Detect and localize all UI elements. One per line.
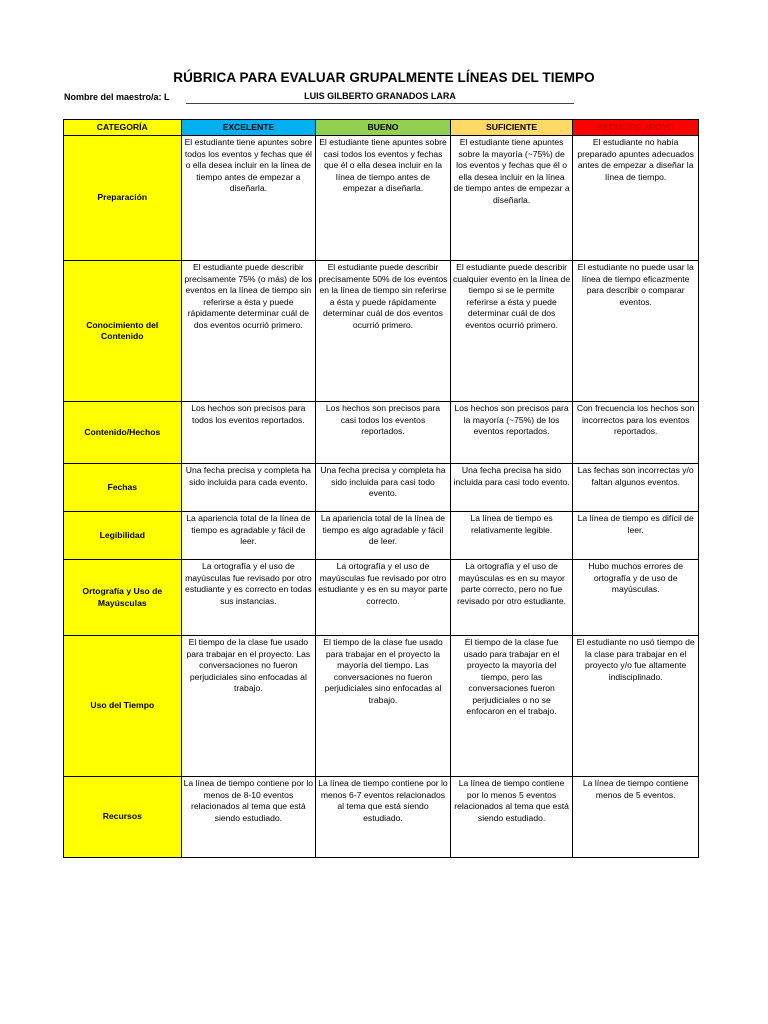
table-row — [64, 261, 699, 402]
excelente-cell: El estudiante puede describir precisamente 75% (o más) de los eventos en la línea de tiempo sin referirse a ésta y puede rápidamente determinar cuál de dos eventos ocurrió primero. — [181, 261, 316, 402]
category-cell: Recursos — [64, 777, 182, 858]
requiere-cell: La línea de tiempo contiene menos de 5 eventos. — [573, 777, 699, 858]
requiere-cell: El estudiante no había preparado apuntes adecuados antes de empezar a diseñar la línea de tiempo. — [573, 136, 699, 261]
bueno-cell: La línea de tiempo contiene por lo menos 6-7 eventos relacionados al tema que está siendo estudiado. — [316, 777, 451, 858]
excelente-cell: La apariencia total de la línea de tiempo es agradable y fácil de leer. — [181, 512, 316, 560]
category-cell: Conocimiento del Contenido — [64, 261, 182, 402]
category-cell: Ortografía y Uso de Mayúsculas — [64, 560, 182, 636]
header-suficiente: SUFICIENTE — [450, 120, 573, 136]
suficiente-cell: La ortografía y el uso de mayúsculas es en su mayor parte correcto, pero no fue revisado por otro estudiante. — [450, 560, 573, 636]
bueno-cell: Una fecha precisa y completa ha sido incluida para casi todo evento. — [316, 464, 451, 512]
excelente-cell: La ortografía y el uso de mayúsculas fue revisado por otro estudiante y es correcto en todas sus instancias. — [181, 560, 316, 636]
requiere-cell: La línea de tiempo es difícil de leer. — [573, 512, 699, 560]
excelente-cell: El tiempo de la clase fue usado para trabajar en el proyecto. Las conversaciones no fueron perjudiciales sino enfocadas al trabajo. — [181, 636, 316, 777]
requiere-cell: Con frecuencia los hechos son incorrectos para los eventos reportados. — [573, 402, 699, 464]
suficiente-cell: La línea de tiempo contiene por lo menos 5 eventos relacionados al tema que está siendo estudiado. — [450, 777, 573, 858]
requiere-cell: El estudiante no puede usar la línea de tiempo eficazmente para describir o comparar eventos. — [573, 261, 699, 402]
suficiente-cell: Los hechos son precisos para la mayoría (~75%) de los eventos reportados. — [450, 402, 573, 464]
category-cell: Legibilidad — [64, 512, 182, 560]
header-row — [64, 120, 699, 136]
excelente-cell: El estudiante tiene apuntes sobre todos los eventos y fechas que él o ella desea incluir en la línea de tiempo antes de empezar a diseñarla. — [181, 136, 316, 261]
requiere-cell: El estudiante no usó tiempo de la clase para trabajar en el proyecto y/o fue altamente indisciplinado. — [573, 636, 699, 777]
table-row — [64, 636, 699, 777]
teacher-name: LUIS GILBERTO GRANADOS LARA — [186, 91, 574, 104]
bueno-cell: Los hechos son precisos para casi todos los eventos reportados. — [316, 402, 451, 464]
header-requiere-apoyo: REQUIERE APOYO — [573, 120, 699, 136]
table-row — [64, 402, 699, 464]
category-cell: Preparación — [64, 136, 182, 261]
table-row — [64, 136, 699, 261]
table-row — [64, 464, 699, 512]
header-categoria: CATEGORÍA — [64, 120, 182, 136]
bueno-cell: El tiempo de la clase fue usado para trabajar en el proyecto la mayoría del tiempo. Las conversaciones no fueron perjudiciales sino enfocadas al trabajo. — [316, 636, 451, 777]
rubric-table — [63, 119, 699, 858]
suficiente-cell: El estudiante tiene apuntes sobre la mayoría (~75%) de los eventos y fechas que él o ella desea incluir en la línea de tiempo antes de empezar a diseñarla. — [450, 136, 573, 261]
category-cell: Fechas — [64, 464, 182, 512]
table-row — [64, 777, 699, 858]
excelente-cell: Los hechos son precisos para todos los eventos reportados. — [181, 402, 316, 464]
bueno-cell: El estudiante tiene apuntes sobre casi todos los eventos y fechas que él o ella desea incluir en la línea de tiempo antes de empezar a diseñarla. — [316, 136, 451, 261]
bueno-cell: La ortografía y el uso de mayúsculas fue revisado por otro estudiante y es en su mayor parte correcto. — [316, 560, 451, 636]
suficiente-cell: Una fecha precisa ha sido incluida para casi todo evento. — [450, 464, 573, 512]
table-row — [64, 560, 699, 636]
bueno-cell: La apariencia total de la línea de tiempo es algo agradable y fácil de leer. — [316, 512, 451, 560]
requiere-cell: Las fechas son incorrectas y/o faltan algunos eventos. — [573, 464, 699, 512]
excelente-cell: Una fecha precisa y completa ha sido incluida para cada evento. — [181, 464, 316, 512]
bueno-cell: El estudiante puede describir precisamente 50% de los eventos en la línea de tiempo sin referirse a ésta y puede rápidamente determinar cuál de dos eventos ocurrió primero. — [316, 261, 451, 402]
category-cell: Uso del Tiempo — [64, 636, 182, 777]
suficiente-cell: El tiempo de la clase fue usado para trabajar en el proyecto la mayoría del tiempo, pero las conversaciones fueron perjudiciales o no se enfocaron en el trabajo. — [450, 636, 573, 777]
header-bueno: BUENO — [316, 120, 451, 136]
suficiente-cell: La línea de tiempo es relativamente legible. — [450, 512, 573, 560]
category-cell: Contenido/Hechos — [64, 402, 182, 464]
table-row — [64, 512, 699, 560]
suficiente-cell: El estudiante puede describir cualquier evento en la línea de tiempo si se le permite referirse a ésta y puede determinar cuál de dos eventos ocurrió primero. — [450, 261, 573, 402]
teacher-label: Nombre del maestro/a: L — [64, 92, 170, 102]
excelente-cell: La línea de tiempo contiene por lo menos de 8-10 eventos relacionados al tema que está siendo estudiado. — [181, 777, 316, 858]
header-excelente: EXCELENTE — [181, 120, 316, 136]
document-title: RÚBRICA PARA EVALUAR GRUPALMENTE LÍNEAS DEL TIEMPO — [173, 70, 595, 85]
requiere-cell: Hubo muchos errores de ortografía y de uso de mayúsculas. — [573, 560, 699, 636]
